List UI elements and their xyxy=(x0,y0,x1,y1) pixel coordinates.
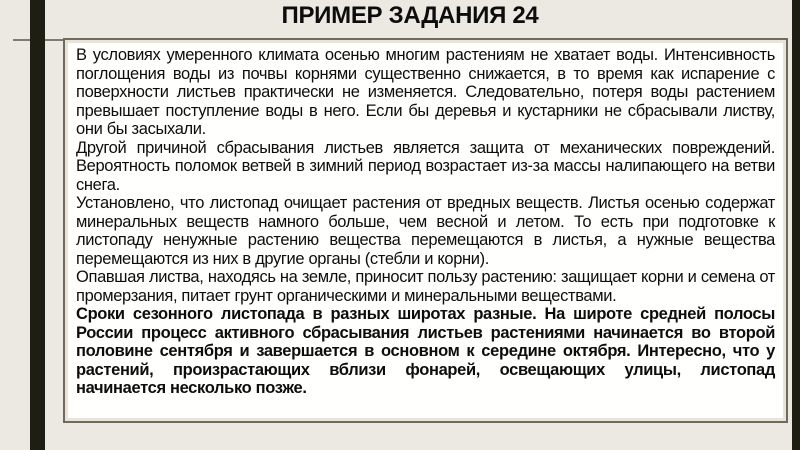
paragraph-fallen-leaves-benefit: Опавшая листва, находясь на земле, приносит пользу растению: защищает корни и семена от промерзания, питает грунт органическими и минеральными веществами. xyxy=(76,268,775,305)
paragraph-leaf-fall-timing: Сроки сезонного листопада в разных широтах разные. На широте средней полосы России процесс активного сбрасывания листьев растениями начинается во второй половине сентября и завершается в основном к середине октября. Интересно, что у растений, произрастающих вблизи фонарей, освещающих улицы, листопад начинается несколько позже. xyxy=(76,305,775,397)
paragraph-water-shortage: В условиях умеренного климата осенью многим растениям не хватает воды. Интенсивность поглощения воды из почвы корнями существенно снижается, в то время как испарение с поверхности листьев практически не изменяется. Следовательно, потеря воды растением превышает поступление воды в него. Если бы деревья и кустарники не сбрасывали листву, они бы засыхали. xyxy=(76,46,775,138)
slide-title: ПРИМЕР ЗАДАНИЯ 24 xyxy=(281,2,539,29)
paragraph-mechanical-damage: Другой причиной сбрасывания листьев является защита от механических повреждений. Вероятность поломок ветвей в зимний период возрастает из-за массы налипающего на ветви снега. xyxy=(76,138,775,194)
task-text-box xyxy=(63,38,788,423)
right-accent-bar xyxy=(792,0,800,450)
left-accent-bar xyxy=(30,0,45,450)
paragraph-harmful-substances: Установлено, что листопад очищает растения от вредных веществ. Листья осенью содержат минеральных веществ намного больше, чем весной и летом. То есть при подготовке к листопаду ненужные растению вещества перемещаются в листья, а нужные вещества перемещаются из них в другие органы (стебли и корни). xyxy=(76,194,775,268)
